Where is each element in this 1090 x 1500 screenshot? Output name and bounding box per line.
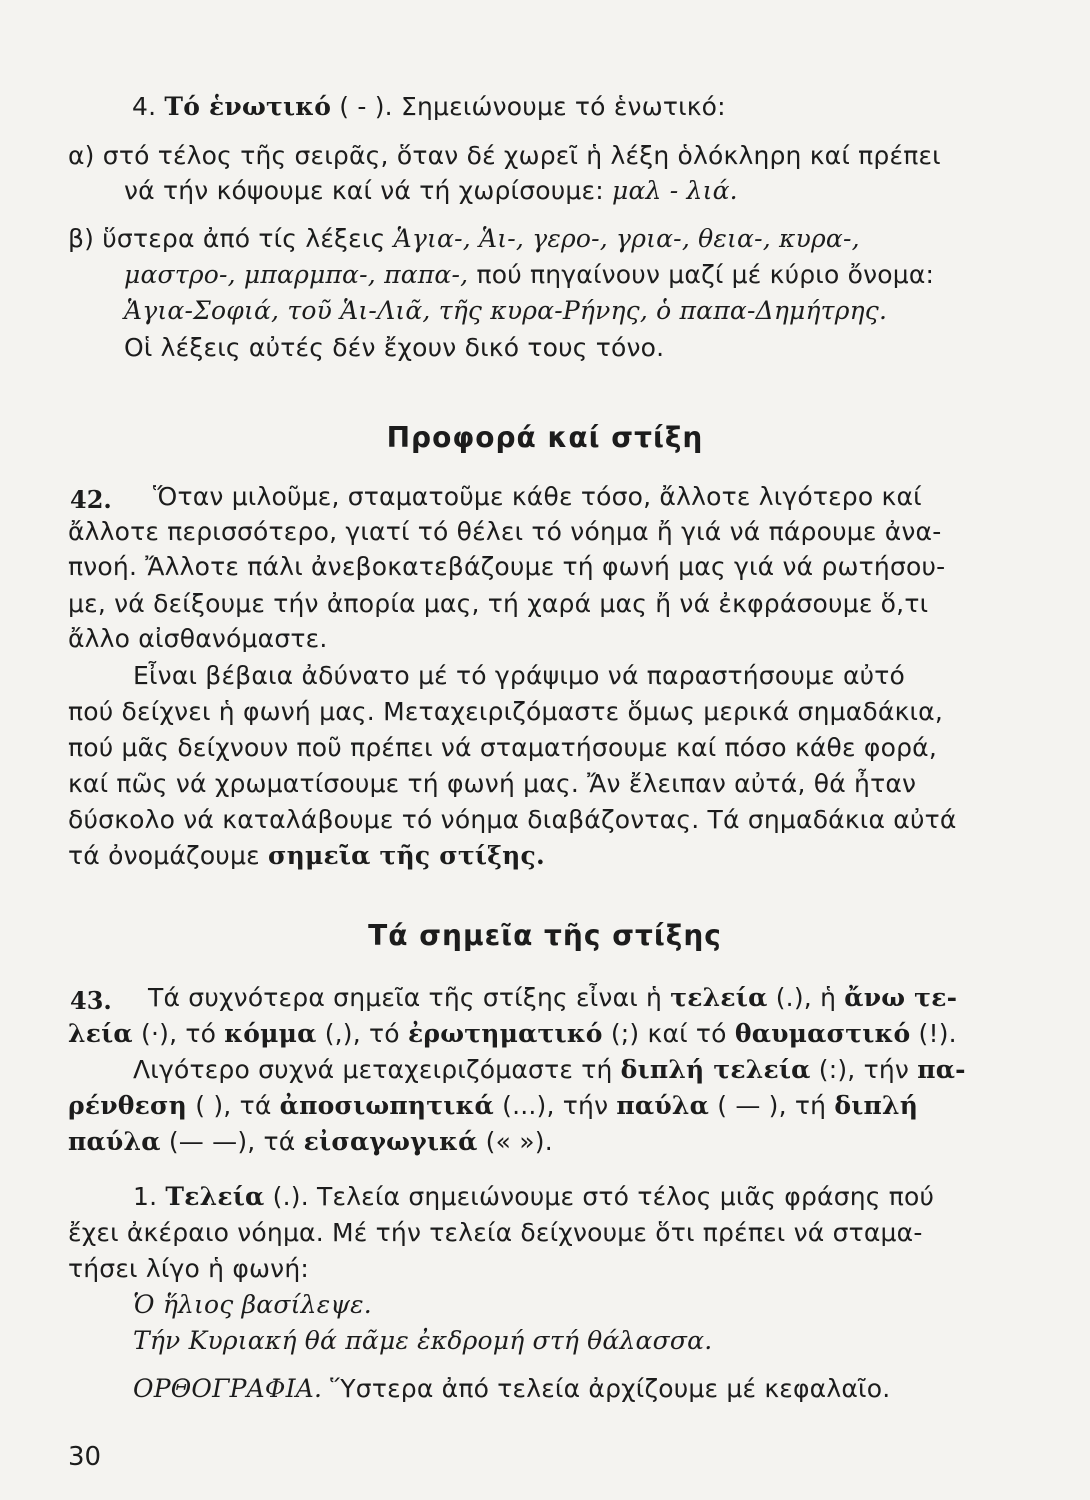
section-1-line-1: [133, 1180, 934, 1214]
section-4-b-line-4: Οἱ λέξεις αὐτές δέν ἔχουν δικό τους τόνο.: [124, 333, 665, 362]
p43-term-ano-teleia: ἄνω τε-: [844, 983, 958, 1012]
page-number: 30: [68, 1442, 102, 1472]
p43-l1-text: Τά συχνότερα σημεῖα τῆς στίξης εἶναι ἡ: [148, 983, 663, 1012]
section-4-intro: Σημειώνουμε τό ἑνωτικό:: [400, 92, 726, 121]
heading-pronunciation-punctuation: Προφορά καί στίξη: [386, 421, 704, 454]
p42-line-3: πνοή. Ἄλλοτε πάλι ἀνεβοκατεβάζουμε τή φωνή μας γιά νά ρωτήσου-: [68, 552, 946, 581]
p43-line-5: [68, 1125, 553, 1159]
p43-line-1: [148, 981, 957, 1015]
p43-term-parenthesi: πα-: [917, 1055, 966, 1084]
section-4-b-line-1: [68, 222, 860, 256]
section-4-a-example: μαλ - λιά.: [612, 176, 738, 205]
section-4-b-text: πού πηγαίνουν μαζί μέ κύριο ὄνομα:: [476, 260, 935, 289]
orthography-label: ΟΡΘΟΓΡΑΦΙΑ.: [133, 1374, 323, 1403]
p43-l2-symbol-3: (;) καί τό: [610, 1019, 727, 1048]
p42-line-11: [68, 839, 545, 873]
section-4-title: Τό ἑνωτικό: [164, 92, 332, 121]
p43-l1-symbol: (.), ἡ: [775, 983, 837, 1012]
p43-l3-symbol: (:), τήν: [818, 1055, 910, 1084]
p42-line-7: πού δείχνει ἡ φωνή μας. Μεταχειριζόμαστε ὅμως μερικά σημαδάκια,: [68, 697, 944, 726]
section-1-orthography-note: [133, 1372, 890, 1406]
p42-term-punctuation-marks: σημεῖα τῆς στίξης.: [267, 841, 545, 870]
orthography-text: Ὕστερα ἀπό τελεία ἀρχίζουμε μέ κεφαλαῖο.: [330, 1374, 891, 1403]
section-4-b-words-2: μαστρο-, μπαρμπα-, παπα-,: [124, 260, 469, 289]
section-1-line-3: τήσει λίγο ἡ φωνή:: [68, 1254, 310, 1283]
p43-term-parenthesi-2: ρένθεση: [68, 1091, 188, 1120]
section-1-line-2: ἔχει ἀκέραιο νόημα. Μέ τήν τελεία δείχνουμε ὅτι πρέπει νά σταμα-: [68, 1218, 923, 1247]
p43-l5-symbol-2: (« »).: [485, 1127, 553, 1156]
section-4-a-text: νά τήν κόψουμε καί νά τή χωρίσουμε:: [124, 176, 604, 205]
p43-line-4: [68, 1089, 918, 1123]
section-4-a-line-1: α) στό τέλος τῆς σειρᾶς, ὅταν δέ χωρεῖ ἡ λέξη ὁλόκληρη καί πρέπει: [68, 141, 941, 170]
p43-term-erotimatiko: ἐρωτηματικό: [407, 1019, 603, 1048]
section-4-a-line-2: [124, 174, 738, 208]
p43-term-eisagogika: εἰσαγωγικά: [303, 1127, 478, 1156]
p42-line-11-text: τά ὀνομάζουμε: [68, 841, 260, 870]
p42-line-4: με, νά δείξουμε τήν ἀπορία μας, τή χαρά μας ἤ νά ἐκφράσουμε ὅ,τι: [68, 589, 929, 618]
paragraph-42-number: 42.: [70, 485, 112, 514]
p43-term-teleia: τελεία: [670, 983, 768, 1012]
p43-line-3: [133, 1053, 966, 1087]
p43-term-thaumastiko: θαυμαστικό: [734, 1019, 911, 1048]
section-4-symbol: ( - ).: [339, 92, 393, 121]
p43-l2-symbol-1: (·), τό: [141, 1019, 217, 1048]
p43-term-komma: κόμμα: [224, 1019, 317, 1048]
section-1-line-1-text: (.). Τελεία σημειώνουμε στό τέλος μιᾶς φράσης πού: [272, 1182, 935, 1211]
p43-term-dipli-pavla: διπλή: [834, 1091, 919, 1120]
p42-line-10: δύσκολο νά καταλάβουμε τό νόημα διαβάζοντας. Τά σημαδάκια αὐτά: [68, 805, 957, 834]
p42-line-2: ἄλλοτε περισσότερο, γιατί τό θέλει τό νόημα ἤ γιά νά πάρουμε ἀνα-: [68, 517, 942, 546]
p43-l2-symbol-4: (!).: [918, 1019, 957, 1048]
p43-term-aposiopitika: ἀποσιωπητικά: [279, 1091, 494, 1120]
section-4-label: 4.: [132, 92, 157, 121]
section-4-b-words: Ἁγια-, Ἁι-, γερο-, γρια-, θεια-, κυρα-,: [393, 224, 860, 253]
section-1-label: 1.: [133, 1182, 158, 1211]
p43-l4-symbol-2: (...), τήν: [502, 1091, 609, 1120]
p43-term-dipli-teleia: διπλή τελεία: [620, 1055, 811, 1084]
section-1-example-1: Ὁ ἥλιος βασίλεψε.: [133, 1290, 372, 1319]
section-4-line-1: [132, 90, 726, 124]
p43-l3-text: Λιγότερο συχνά μεταχειριζόμαστε τή: [133, 1055, 613, 1084]
p43-l2-symbol-2: (,), τό: [324, 1019, 400, 1048]
p42-line-9: καί πῶς νά χρωματίσουμε τή φωνή μας. Ἄν ἔλειπαν αὐτά, θά ἦταν: [68, 769, 917, 798]
p43-l4-symbol-1: ( ), τά: [195, 1091, 272, 1120]
p43-term-pavla: παύλα: [616, 1091, 710, 1120]
p42-line-5: ἄλλο αἰσθανόμαστε.: [68, 624, 328, 653]
p43-term-dipli-pavla-2: παύλα: [68, 1127, 161, 1156]
p43-line-2: [68, 1017, 957, 1051]
paragraph-43-number: 43.: [70, 986, 112, 1015]
section-1-example-2: Τήν Κυριακή θά πᾶμε ἐκδρομή στή θάλασσα.: [133, 1326, 713, 1355]
p43-l4-symbol-3: ( — ), τή: [717, 1091, 827, 1120]
p43-l5-symbol-1: (— —), τά: [168, 1127, 296, 1156]
p42-line-8: πού μᾶς δείχνουν ποῦ πρέπει νά σταματήσουμε καί πόσο κάθε φορά,: [68, 733, 937, 762]
section-4-b-line-2: [124, 258, 934, 292]
heading-punctuation-marks: Τά σημεῖα τῆς στίξης: [368, 919, 722, 952]
p42-line-1: Ὅταν μιλοῦμε, σταματοῦμε κάθε τόσο, ἄλλοτε λιγότερο καί: [153, 482, 922, 511]
p42-line-6: Εἶναι βέβαια ἀδύνατο μέ τό γράψιμο νά παραστήσουμε αὐτό: [133, 661, 906, 690]
section-1-title: Τελεία: [165, 1182, 265, 1211]
p43-term-ano-teleia-2: λεία: [68, 1019, 133, 1048]
section-4-b-examples: Ἁγια-Σοφιά, τοῦ Ἁι-Λιᾶ, τῆς κυρα-Ρήνης, ὁ παπα-Δημήτρης.: [124, 296, 888, 325]
section-4-b-prefix: β) ὕστερα ἀπό τίς λέξεις: [68, 224, 386, 253]
